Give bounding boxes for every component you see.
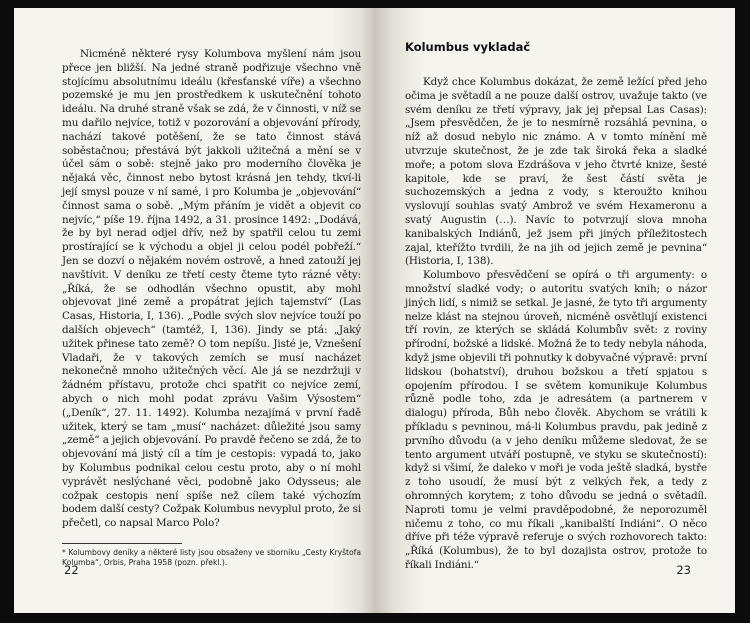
left-paragraph-1: Nicméně některé rysy Kolumbova myšlení nám jsou přece jen bližší. Na jedné straně podřizuje všechno vně stojícímu absolutnímu ideálu (křesťanské víře) a všechno pozemské je mu jen prostředkem k uskutečnění tohoto ideálu. Na druhé straně však se zdá, že v činnosti, v níž se mu dařilo nejvíce, totiž v pozorování a objevování přírody, nachází takové potěšení, že se tato činnost stává soběstačnou; přestává být jakkoli užitečná a mění se v účel sám o sobě: stejně jako pro moderního člověka je nějaká věc, činnost nebo bytost krásná jen tehdy, tkví-li její smysl pouze v ní samé, i pro Kolumba je „objevování“ činnost sama o sobě. „Mým přáním je vidět a objevit co nejvíc,“ píše 19. října 1492, a 31. prosince 1492: „Dodává, že by byl nerad odjel dřív, než by spatřil celou tu zemi prostírající se k východu a objel ji celou podél pobřeží.“ Jen se dozví o nějakém novém ostrově, a hned zatouží jej navštívit. V deníku ze třetí cesty čteme tyto rázné věty: „Říká, že se odhodlán všechno opustit, aby mohl objevovat jiné země a propátrat jejich tajemství“ (Las Casas, Historia, I, 136). „Podle svých slov nejvíce touží po dalších objevech“ (tamtéž, I, 136). Jindy se ptá: „Jaký užitek přinese tato země? O tom nepíšu. Jisté je, Vznešení Vladaři, že v takových zemích se musí nacházet nekonečně mnoho užitečných věcí. Ale já se nezdržuji v žádném přístavu, protože chci spatřit co nejvíce zemí, abych o nich mohl podat zprávu Vašim Výsostem“ („Deník“, 27. 11. 1492). Kolumba nezajímá v první řadě užitek, který se tam „musí“ nacházet: důležité jsou samy „země“ a jejich objevování. Po pravdě řečeno se zdá, že to objevování má jistý cíl a tím je cestopis: vypadá to, jako by Kolumbus podnikal celou cestu proto, aby o ní mohl vyprávět neslýchané věci, podobně jako Odysseus; ale cožpak cestopis není spíše než cílem také výchozím bodem další cesty? Cožpak Kolumbus nevyplul proto, že si přečetl, co napsal Marco Polo? — [62, 48, 361, 530]
left-page-body — [62, 48, 361, 531]
footnote-divider — [62, 543, 182, 544]
right-paragraph-1: Když chce Kolumbus dokázat, že země ležící před jeho očima je světadíl a ne pouze další ostrov, uvažuje takto (ve svém deníku ze třetí výpravy, jak jej přepsal Las Casas): „Jsem přesvědčen, že je to nesmírně rozsáhlá pevnina, o níž až dosud nebylo nic známo. A v tomto mínění mě utvrzuje skutečnost, že je zde tak široká řeka a sladké moře; a potom slova Ezdrášova v jeho čtvrté knize, šesté kapitole, kde se praví, že šest částí světa je suchozemských a jedna z vody, s kteroužto knihou vyslovují souhlas svatý Ambrož ve svém Hexameronu a svatý Augustin (…). Navíc to potvrzují slova mnoha kanibalských Indiánů, jež jsem při jiných příležitostech zajal, kteřížto tvrdili, že na jih od jejich země je pevnina“ (Historia, I, 138). — [405, 76, 707, 268]
right-paragraph-2: Kolumbovo přesvědčení se opírá o tři argumenty: o množství sladké vody; o autoritu svatých knih; o názor jiných lidí, s nimiž se setkal. Je jasné, že tyto tři argumenty nelze klást na stejnou úroveň, nicméně osvětlují existenci tří rovin, ze kterých se skládá Kolumbův svět: z roviny přírodní, božské a lidské. Možná že to tedy nebyla náhoda, když jsme objevili tři pohnutky k dobyvačné výpravě: první lidskou (bohatství), druhou božskou a třetí spjatou s opojením přírodou. I se světem komunikuje Kolumbus různě podle toho, zda je adresátem (a partnerem v dialogu) příroda, Bůh nebo člověk. Abychom se vrátili k příkladu s pevninou, má-li Kolumbus pravdu, pak jedině z prvního důvodu (a v jeho deníku můžeme sledovat, že se tento argument utváří postupně, ve styku se skutečností): když si všimí, že daleko v moři je voda ještě sladká, bystře z toho usoudí, že musí být z velkých řek, a tedy z ohromných korytem; z toho důvodu se jedná o světadíl. Naproti tomu je velmi pravděpodobné, že neporozuměl ničemu z toho, co mu říkali „kanibalští Indiáni“. O něco dříve při téže výpravě referuje o svých rozhovorech takto: „Říká (Kolumbus), že to byl dozajista ostrov, protože to říkali Indiáni.“ — [405, 269, 707, 571]
right-page — [375, 8, 735, 613]
section-heading: Kolumbus vykladač — [405, 40, 531, 54]
page-number-left: 22 — [64, 563, 79, 577]
page-number-right: 23 — [676, 563, 691, 577]
right-page-body — [405, 76, 707, 573]
left-page — [14, 8, 375, 613]
footnote: * Kolumbovy deníky a některé listy jsou obsaženy ve sborníku „Cesty Kryštofa Kolumba“, Orbis, Praha 1958 (pozn. překl.). — [62, 547, 361, 567]
